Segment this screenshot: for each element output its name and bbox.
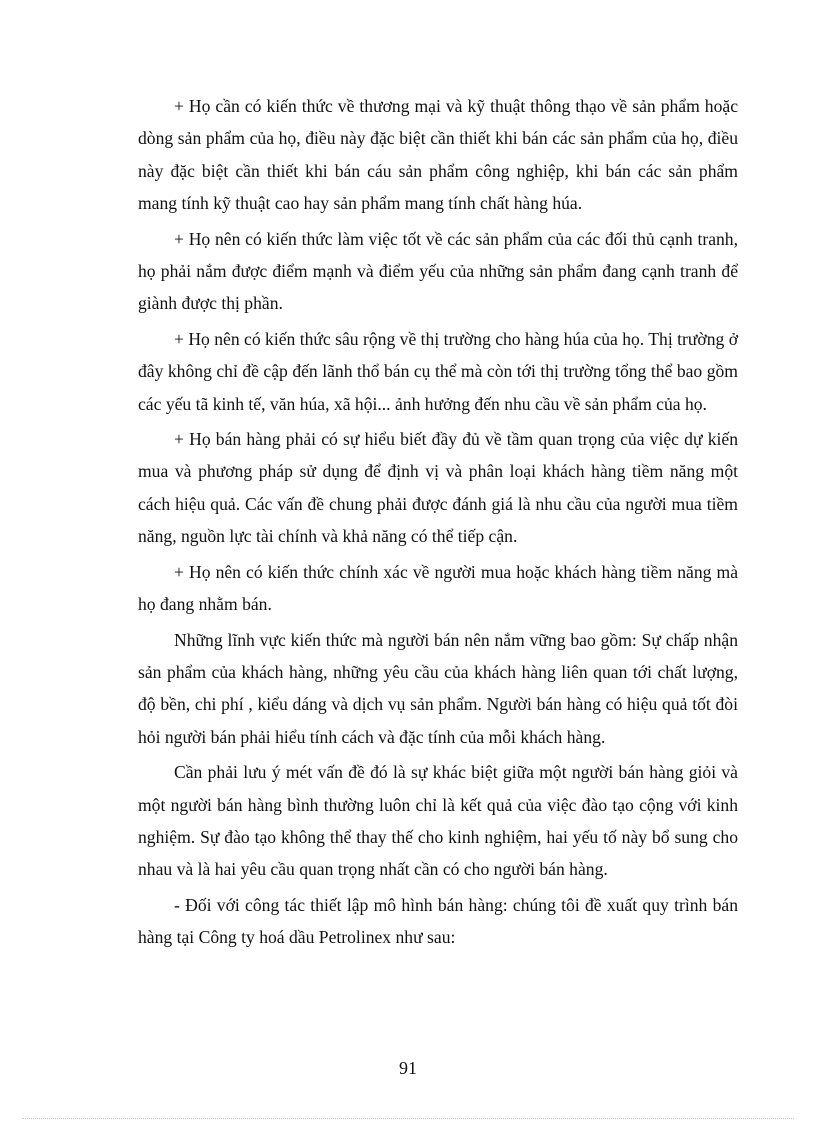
paragraph-competitor-knowledge: + Họ nên có kiến thức làm việc tốt về các sản phẩm của các đối thủ cạnh tranh, họ phải nắm được điểm mạnh và điểm yếu của những sản phẩm đang cạnh tranh để giành được thị phần. [138,228,738,314]
paragraph-training-experience: Cần phải lưu ý mét vấn đề đó là sự khác biệt giữa một người bán hàng giỏi và một người bán hàng bình thường luôn chỉ là kết quả của việc đào tạo cộng với kinh nghiệm. Sự đào tạo không thể thay thế cho kinh nghiệm, hai yếu tố này bổ sung cho nhau và là hai yêu cầu quan trọng nhất cần có cho người bán hàng. [138,762,738,880]
page-number: 91 [399,1058,417,1078]
paragraph-knowledge-areas: Những lĩnh vực kiến thức mà người bán nên nắm vững bao gồm: Sự chấp nhận sản phẩm của khách hàng, những yêu cầu của khách hàng liên quan tới chất lượng, độ bền, chi phí , kiểu dáng và dịch vụ sản phẩm. Người bán hàng có hiệu quả tốt đòi hỏi người bán phải hiểu tính cách và đặc tính của mỗi khách hàng. [138,629,738,747]
paragraph-sales-model: - Đối với công tác thiết lập mô hình bán hàng: chúng tôi đề xuất quy trình bán hàng tại Công ty hoá dầu Petrolinex như sau: [138,894,738,948]
bottom-dotted-rule [22,1118,794,1119]
page-body [138,90,738,957]
paragraph-market-knowledge: + Họ nên có kiến thức sâu rộng về thị trường cho hàng húa của họ. Thị trường ở đây không chỉ đề cập đến lãnh thổ bán cụ thể mà còn tới thị trường tổng thể bao gồm các yếu tã kinh tế, văn húa, xã hội... ảnh hưởng đến nhu cầu về sản phẩm của họ. [138,328,738,414]
paragraph-buyer-knowledge: + Họ nên có kiến thức chính xác về người mua hoặc khách hàng tiềm năng mà họ đang nhằm bán. [138,561,738,615]
paragraph-commercial-technical-knowledge: + Họ cần có kiến thức về thương mại và kỹ thuật thông thạo về sản phẩm hoặc dòng sản phẩm của họ, điều này đặc biệt cần thiết khi bán các sản phẩm của họ, điều này đặc biệt cần thiết khi bán cáu sản phẩm công nghiệp, khi bán các sản phẩm mang tính kỹ thuật cao hay sản phẩm mang tính chất hàng húa. [138,96,738,214]
paragraph-prospecting-knowledge: + Họ bán hàng phải có sự hiểu biết đầy đủ về tầm quan trọng của việc dự kiến mua và phương pháp sử dụng để định vị và phân loại khách hàng tiềm năng một cách hiệu quả. Các vấn đề chung phải được đánh giá là nhu cầu của người mua tiềm năng, nguồn lực tài chính và khả năng có thể tiếp cận. [138,429,738,547]
